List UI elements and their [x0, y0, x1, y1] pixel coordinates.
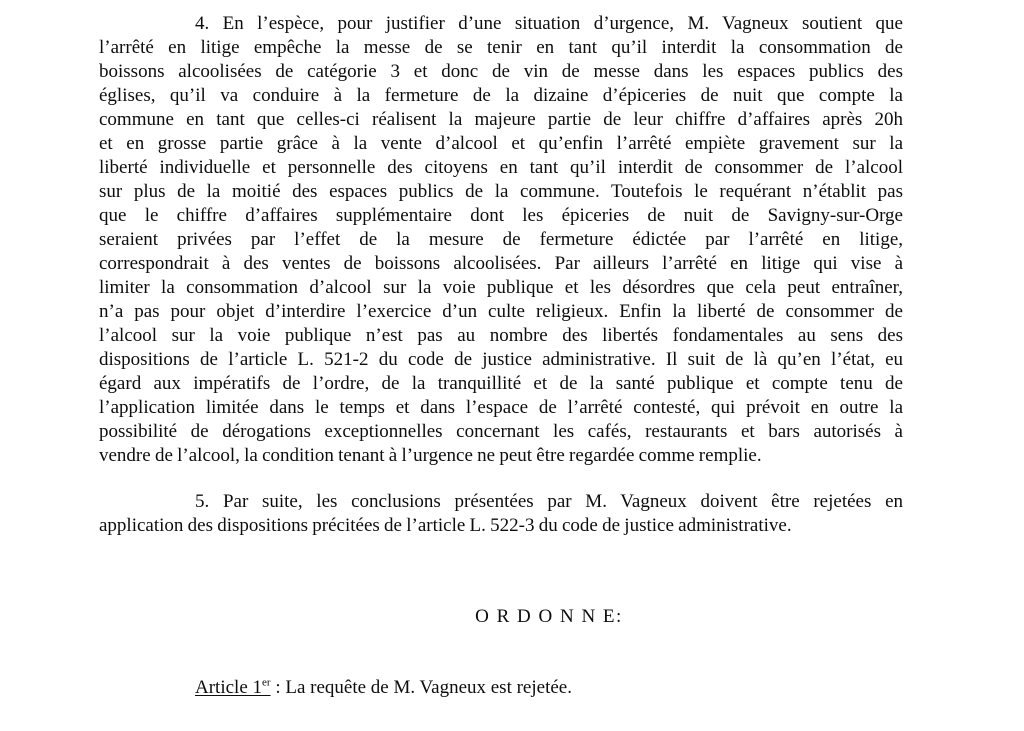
text-line: seraient privées par l’effet de la mesure de fermeture édictée par l’arrêté en litige, [99, 229, 903, 250]
text-line: correspondrait à des ventes de boissons alcoolisées. Par ailleurs l’arrêté en litige qui vise à [99, 253, 903, 274]
text-line: que le chiffre d’affaires supplémentaire dont les épiceries de nuit de Savigny-sur-Orge [99, 205, 903, 226]
text-line: vendre de l’alcool, la condition tenant à l’urgence ne peut être regardée comme remplie. [99, 445, 762, 466]
text-line: l’arrêté en litige empêche la messe de se tenir en tant qu’il interdit la consommation de [99, 37, 903, 58]
text-line: liberté individuelle et personnelle des citoyens en tant qu’il interdit de consommer de l’alcool [99, 157, 903, 178]
text-line: égard aux impératifs de l’ordre, de la tranquillité et de la santé publique et compte tenu de [99, 373, 903, 394]
text-line: 5. Par suite, les conclusions présentées par M. Vagneux doivent être rejetées en [195, 491, 903, 512]
text-line: l’application limitée dans le temps et dans l’espace de l’arrêté contesté, qui prévoit en outre la [99, 397, 903, 418]
text-line: boissons alcoolisées de catégorie 3 et donc de vin de messe dans les espaces publics des [99, 61, 903, 82]
text-line: application des dispositions précitées de l’article L. 522-3 du code de justice administrative. [99, 515, 792, 536]
paragraph-4 [99, 12, 903, 468]
text-line: sur plus de la moitié des espaces publics de la commune. Toutefois le requérant n’établit pas [99, 181, 903, 202]
text-line: n’a pas pour objet d’interdire l’exercice d’un culte religieux. Enfin la liberté de consommer de [99, 301, 903, 322]
text-line: et en grosse partie grâce à la vente d’alcool et qu’enfin l’arrêté empiète gravement sur la [99, 133, 903, 154]
article-1-label [195, 677, 271, 698]
article-1-label-text: Article 1 [195, 677, 263, 698]
text-line: dispositions de l’article L. 521-2 du code de justice administrative. Il suit de là qu’en l’état, eu [99, 349, 903, 370]
article-1-line [99, 676, 903, 700]
text-line: 4. En l’espèce, pour justifier d’une situation d’urgence, M. Vagneux soutient que [195, 13, 903, 34]
article-1-superscript: er [262, 676, 271, 689]
text-line: l’alcool sur la voie publique n’est pas au nombre des libertés fondamentales au sens des [99, 325, 903, 346]
text-line: limiter la consommation d’alcool sur la voie publique et les désordres que cela peut entraîner, [99, 277, 903, 298]
ordonne-section [99, 605, 903, 629]
text-line: églises, qu’il va conduire à la fermeture de la dizaine d’épiceries de nuit que compte la [99, 85, 903, 106]
article-1-text: : La requête de M. Vagneux est rejetée. [270, 677, 572, 698]
paragraph-5 [99, 490, 903, 538]
document-content [99, 0, 903, 700]
text-line: possibilité de dérogations exceptionnelles concernant les cafés, restaurants et bars autorisés à [99, 421, 903, 442]
text-line: commune en tant que celles-ci réalisent la majeure partie de leur chiffre d’affaires après 20h [99, 109, 903, 130]
ordonne-heading: O R D O N N E: [475, 606, 623, 627]
